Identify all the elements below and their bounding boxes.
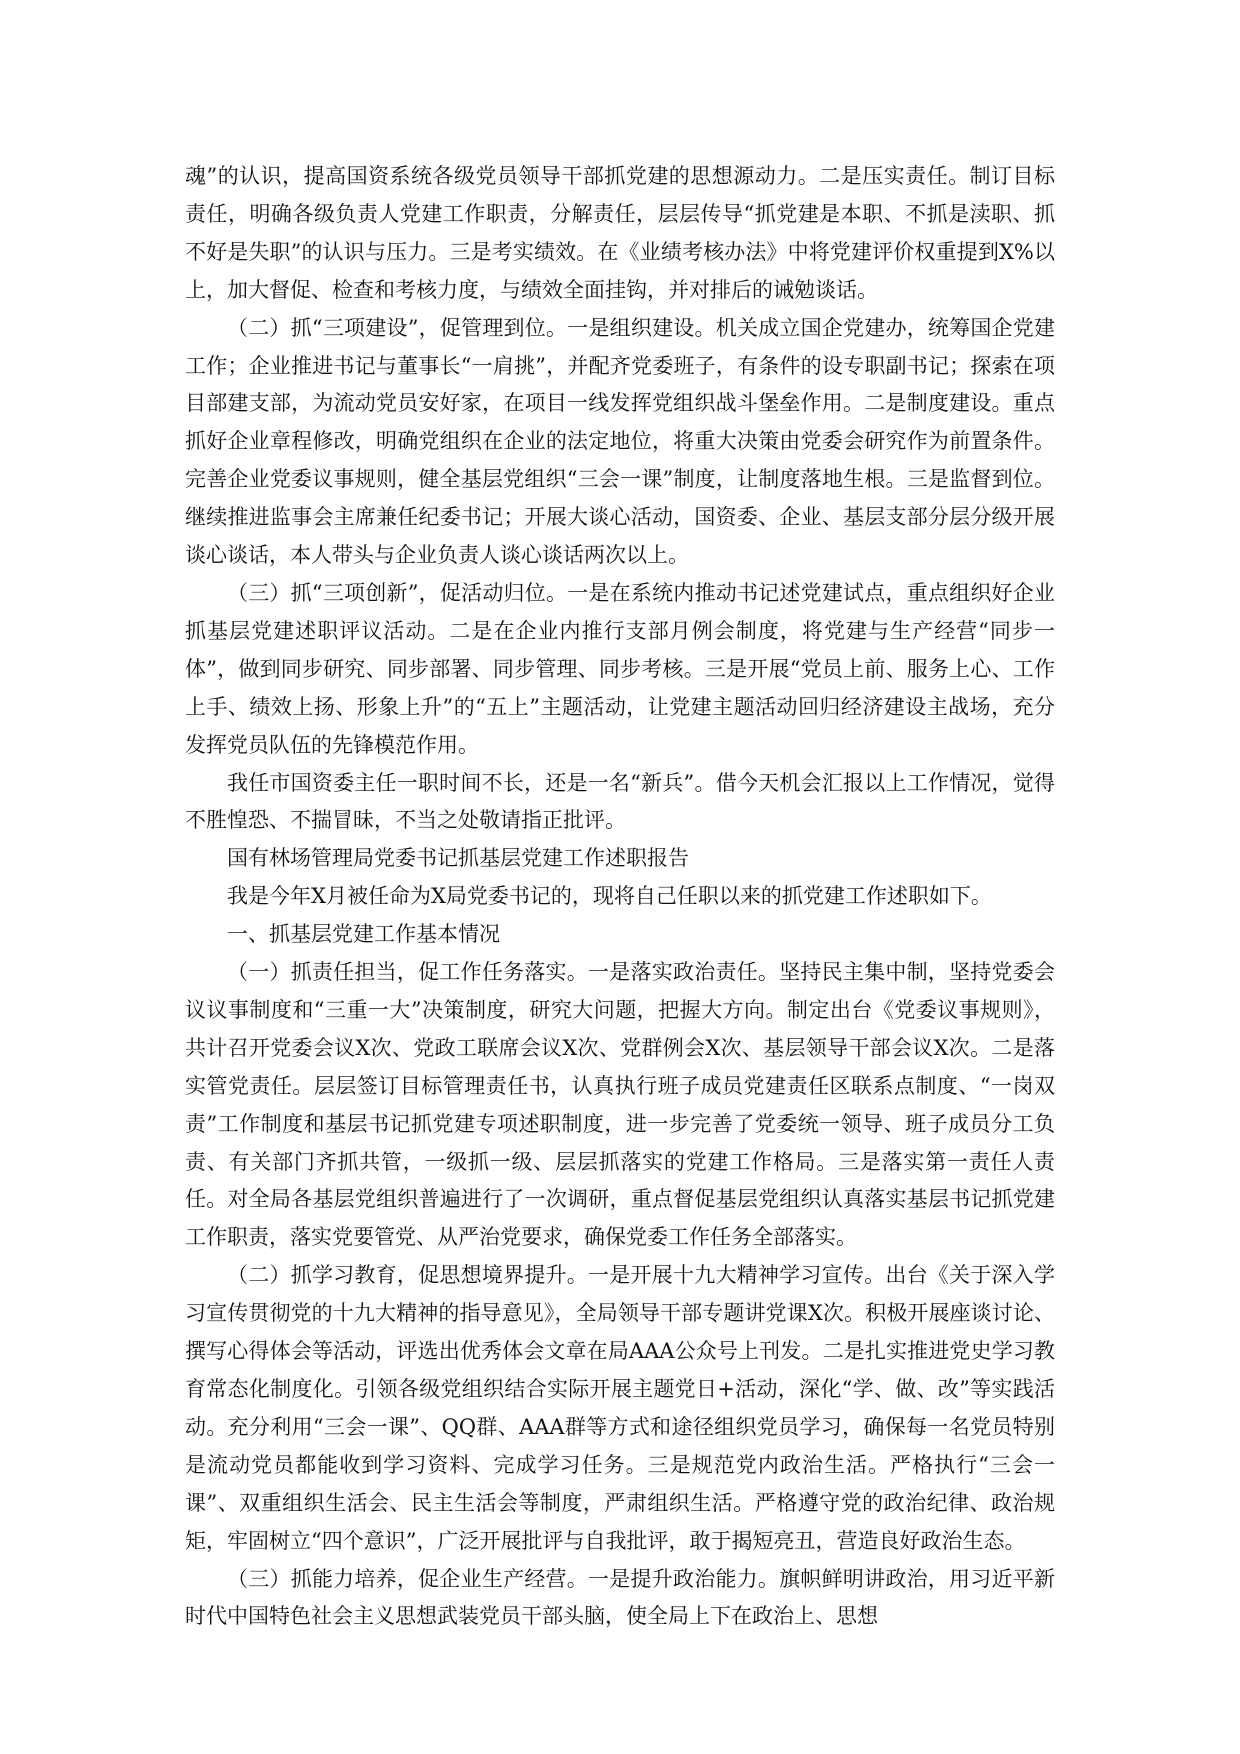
report-title: 国有林场管理局党委书记抓基层党建工作述职报告 [227, 846, 689, 871]
paragraph-1: 魂”的认识，提高国资系统各级党员领导干部抓党建的思想源动力。二是压实责任。制订目标责任，明确各级负责人党建工作职责，分解责任，层层传导“抓党建是本职、不抓是渎职、抓不好是失职”的认识与压力。三是考实绩效。在《业绩考核办法》中将党建评价权重提到X%以上，加大督促、检查和考核力度，与绩效全面挂钩，并对排后的诫勉谈话。 [185, 164, 1055, 302]
section-heading: 一、抓基层党建工作基本情况 [227, 922, 500, 947]
paragraph-5: （一）抓责任担当，促工作任务落实。一是落实政治责任。坚持民主集中制，坚持党委会议议事制度和“三重一大”决策制度，研究大问题，把握大方向。制定出台《党委议事规则》，共计召开党委会议X次、党政工联席会议X次、党群例会X次、基层领导干部会议X次。二是落实管党责任。层层签订目标管理责任书，认真执行班子成员党建责任区联系点制度、“一岗双责”工作制度和基层书记抓党建专项述职制度，进一步完善了党委统一领导、班子成员分工负责、有关部门齐抓共管，一级抓一级、层层抓落实的党建工作格局。三是落实第一责任人责任。对全局各基层党组织普遍进行了一次调研，重点督促基层党组织认真落实基层书记抓党建工作职责，落实党要管党、从严治党要求，确保党委工作任务全部落实。 [185, 960, 1055, 1250]
paragraph-6: （二）抓学习教育，促思想境界提升。一是开展十九大精神学习宣传。出台《关于深入学习宣传贯彻党的十九大精神的指导意见》，全局领导干部专题讲党课X次。积极开展座谈讨论、撰写心得体会等活动，评选出优秀体会文章在局AAA公众号上刊发。二是扎实推进党史学习教育常态化制度化。引领各级党组织结合实际开展主题党日+活动，深化“学、做、改”等实践活动。充分利用“三会一课”、QQ群、AAA群等方式和途径组织党员学习，确保每一名党员特别是流动党员都能收到学习资料、完成学习任务。三是规范党内政治生活。严格执行“三会一课”、双重组织生活会、民主生活会等制度，严肃组织生活。严格遵守党的政治纪律、政治规矩，牢固树立“四个意识”，广泛开展批评与自我批评，敢于揭短亮丑，营造良好政治生态。 [185, 1263, 1055, 1553]
paragraph-2: （二）抓“三项建设”，促管理到位。一是组织建设。机关成立国企党建办，统筹国企党建工作；企业推进书记与董事长“一肩挑”，并配齐党委班子，有条件的设专职副书记；探索在项目部建支部，为流动党员安好家，在项目一线发挥党组织战斗堡垒作用。二是制度建设。重点抓好企业章程修改，明确党组织在企业的法定地位，将重大决策由党委会研究作为前置条件。完善企业党委议事规则，健全基层党组织“三会一课”制度，让制度落地生根。三是监督到位。继续推进监事会主席兼任纪委书记；开展大谈心活动，国资委、企业、基层支部分层分级开展谈心谈话，本人带头与企业负责人谈心谈话两次以上。 [185, 315, 1055, 568]
document-page [185, 158, 1055, 1636]
paragraph-intro: 我是今年X月被任命为X局党委书记的，现将自己任职以来的抓党建工作述职如下。 [227, 884, 992, 909]
paragraph-4: 我任市国资委主任一职时间不长，还是一名“新兵”。借今天机会汇报以上工作情况，觉得不胜惶恐、不揣冒昧，不当之处敬请指正批评。 [185, 770, 1055, 833]
paragraph-3: （三）抓“三项创新”，促活动归位。一是在系统内推动书记述党建试点，重点组织好企业抓基层党建述职评议活动。二是在企业内推行支部月例会制度，将党建与生产经营“同步一体”，做到同步研究、同步部署、同步管理、同步考核。三是开展“党员上前、服务上心、工作上手、绩效上扬、形象上升”的“五上”主题活动，让党建主题活动回归经济建设主战场，充分发挥党员队伍的先锋模范作用。 [185, 580, 1055, 757]
paragraph-7: （三）抓能力培养，促企业生产经营。一是提升政治能力。旗帜鲜明讲政治，用习近平新时代中国特色社会主义思想武装党员干部头脑，使全局上下在政治上、思想 [185, 1566, 1055, 1629]
